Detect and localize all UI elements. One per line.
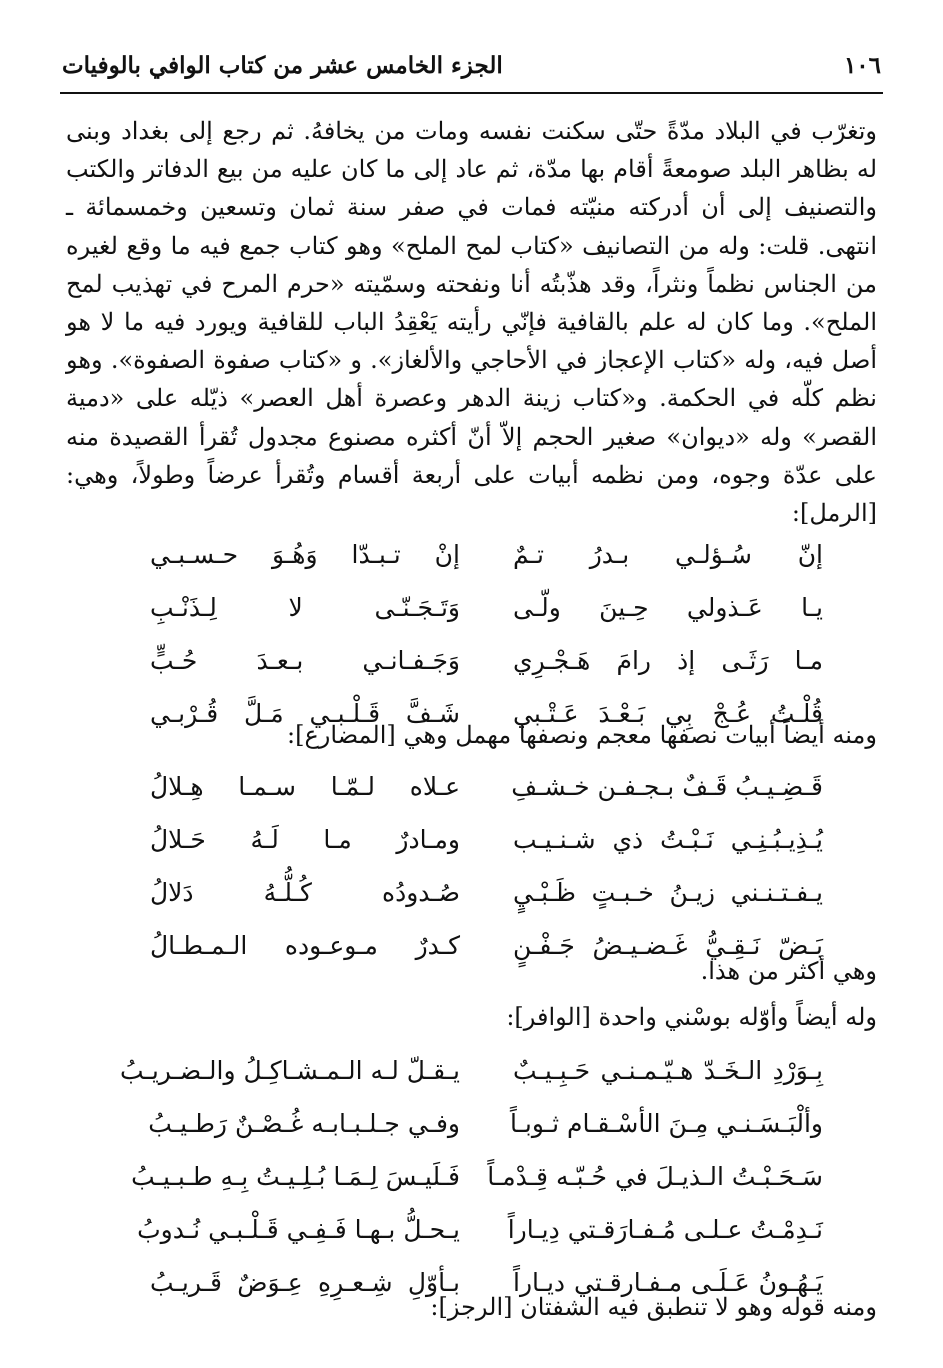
- paragraph-text: وتغرّب في البلاد مدّةً حتّى سكنت نفسه ومات من يخافهُ. ثم رجع إلى بغداد وبنى له بظاهر البلد صومعةً أقام بها مدّة، ثم عاد إلى ما كان عليه من بيع الدفاتر والكتب والتصنيف إلى أن أدركته منيّته فمات في صفر سنة ثمان وتسعين وخمسمائة ـ انتهى. قلت: وله من التصانيف «كتاب لمح الملح» وهو كتاب جمع فيه ما وقع لغيره من الجناس نظماً ونثراً، وقد هذّبتُه أنا ونفحته وسمّيته «حرم المرح في تهذيب لمح الملح». وما كان له علم بالقافية فإنّي رأيته يَعْقِدُ الباب للقافية ويورد فيه ما لا هو أصل فيه، وله «كتاب الإعجاز في الأحاجي والألغاز». و «كتاب صفوة الصفوة». وهو نظم كلّه في الحكمة. و«كتاب زينة الدهر وعصرة أهل العصر» ذيّله على «دمية القصر» وله «ديوان» صغير الحجم إلاّ أنّ أكثره مصنوع مجدول تُقرأ القصيدة منه على عدّة وجوه، ومن نظمه أبيات على أربعة أقسام وتُقرأ عرضاً وطولاً، وهي: [الرمل]:: [66, 117, 877, 528]
- verse-first-hemistich: يـا عَـذولي حِـينَ ولّـى: [513, 593, 823, 622]
- poem4-intro: ومنه قوله وهو لا تنطبق فيه الشفتان [الرجز]:: [430, 1293, 877, 1321]
- verse-first-hemistich: سَـحَـبْـتُ الـذيـلَ في حُـبّـه قِـدْمـاً: [487, 1162, 823, 1191]
- verse-first-hemistich: قَـضِـيـبُ قَـفٌ بـجـفـن خـشـفِ: [511, 772, 823, 801]
- main-paragraph: [66, 112, 877, 532]
- verse-second-hemistich: فَـلَيـسَ لِـمَـا بُـلِـيـتُ بِـهِ طـبـيـبُ: [131, 1162, 460, 1191]
- verse-second-hemistich: عـلاه لـمّـا سـمـا هِـلالُ: [150, 772, 460, 801]
- verse-second-hemistich: شَـفَّ قَـلْـبـي مَـلَّ قُـرْبـي: [150, 699, 460, 728]
- verse-second-hemistich: وَتَـجَـنّـى لا لِـذَنْـبِ: [150, 593, 460, 622]
- verse-first-hemistich: وألْبَـسَـنـي مِـنَ الأسْـقـام ثـوبـاً: [509, 1109, 823, 1138]
- verse-first-hemistich: يـفـتـنـني زيـنُ خـبـتٍ ظَـبْـيٍ: [513, 878, 823, 907]
- verse-first-hemistich: إنّ سُـؤلـي بـدرُ تـمٌ: [513, 540, 823, 569]
- verse: [150, 813, 823, 866]
- verse-second-hemistich: يـقـلّ لـه الـمـشـاكِـلُ والـضـريـبُ: [119, 1056, 460, 1085]
- verse: [150, 760, 823, 813]
- verse: [131, 1150, 823, 1203]
- running-title: الجزء الخامس عشر من كتاب الوافي بالوفيات: [62, 51, 503, 79]
- poem2-note: وهي أكثر من هذا.: [700, 957, 877, 985]
- verse-first-hemistich: بِـوَرْدِ الـخَـدّ هـيّـمـنـي حَـبِـيـبٌ: [513, 1056, 823, 1085]
- verse: [150, 581, 823, 634]
- verse-second-hemistich: إنْ تـبـدّا وَهُـوَ حـسـبـي: [150, 540, 460, 569]
- verse-first-hemistich: بَـضّ نَـقِـيُّ غَـضـيـضُ جَـفْـنٍ: [513, 931, 823, 960]
- verse: [137, 1203, 823, 1256]
- page-header: [62, 44, 881, 86]
- verse: [150, 634, 823, 687]
- verse: [150, 528, 823, 581]
- verse-second-hemistich: وَجَـفـانـي بـعـدَ حُـبٍّ: [150, 646, 460, 675]
- verse-first-hemistich: مـا رَثَـى إذ رامَ هَـجْـرِي: [513, 646, 823, 675]
- verse: [150, 1097, 823, 1150]
- verse-first-hemistich: قُلْـتُ عُـجْ بِي بَـعْـدَ عَـتْـبي: [513, 699, 823, 728]
- page-number: ١٠٦: [843, 51, 881, 79]
- verse-second-hemistich: ومـادرٌ مـا لَـهُ حَـلالُ: [150, 825, 460, 854]
- poem-mudari: [150, 760, 823, 972]
- poem-wafir: [119, 1044, 823, 1309]
- poem3-intro: وله أيضاً وأوّله بوسْني واحدة [الوافر]:: [506, 1003, 877, 1031]
- verse-second-hemistich: صُـدودُه كُـلُّـهُ دَلالُ: [150, 878, 460, 907]
- verse-second-hemistich: يـحـلُّ بـهـا فَـفِـي قَـلْـبـي نُـدوبُ: [137, 1215, 460, 1244]
- verse: [119, 1044, 823, 1097]
- verse-first-hemistich: يُـذِيـبُـنِـي نَـبْـتُ ذي شـنـيـب: [513, 825, 823, 854]
- verse-first-hemistich: يَـهُـونُ عَـلَـى مـفـارقـتي ديـاراً: [513, 1268, 823, 1297]
- poem-ramal: [150, 528, 823, 740]
- header-divider: [60, 92, 883, 94]
- verse-first-hemistich: نَـدِمْـتُ عـلـى مُـفـارَقـتي دِيـاراً: [507, 1215, 823, 1244]
- verse-second-hemistich: بـأوّلِ شِـعـرِهِ عِـوَضٌ قَـريـبُ: [150, 1268, 460, 1297]
- verse: [150, 866, 823, 919]
- poem2-intro: ومنه أيضاً أبيات نصفها معجم ونصفها مهمل وهي [المضارع]:: [287, 721, 877, 749]
- verse-second-hemistich: كـدرٌ مـوعـوده الـمـطـالُ: [150, 931, 460, 960]
- verse-second-hemistich: وفـي جـلـبـابـه غُـصْـنٌ رَطـيـبُ: [148, 1109, 460, 1138]
